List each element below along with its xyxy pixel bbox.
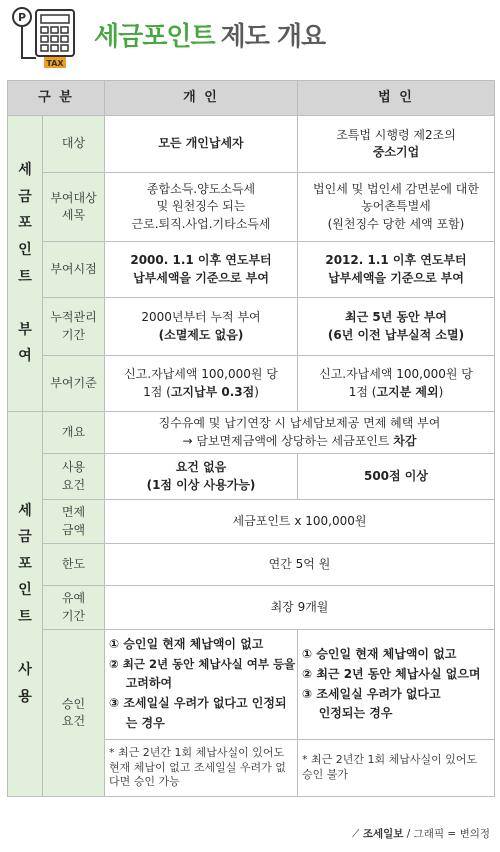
table-row [8, 586, 495, 630]
col-header-category: 구 분 [8, 81, 105, 116]
row-label-target: 대상 [43, 116, 105, 173]
section-label-use: 세 금 포 인 트 사 용 [8, 412, 43, 797]
list-item: ② 최근 2년 동안 체납사실 없으며 [302, 666, 481, 681]
cell-personal-grant-time: 2000. 1.1 이후 연도부터 납부세액을 기준으로 부여 [105, 242, 298, 298]
list-item: 인정되는 경우 [302, 706, 393, 721]
footer-credit [352, 826, 490, 841]
table-row [8, 242, 495, 298]
row-label-cumulative: 누적관리 기간 [43, 298, 105, 356]
col-header-corporate: 법 인 [298, 81, 495, 116]
row-label-grant-time: 부여시점 [43, 242, 105, 298]
table-row [8, 454, 495, 500]
cell-personal-use-req: 요건 없음 (1점 이상 사용가능) [105, 454, 298, 500]
section-label-grant: 세 금 포 인 트 부 여 [8, 116, 43, 412]
row-label-tax-items: 부여대상 세목 [43, 173, 105, 242]
list-item: ① 승인일 현재 체납액이 없고 [109, 637, 264, 652]
table-header-row [8, 81, 495, 116]
table-row [8, 173, 495, 242]
arrow-mark-icon: ⟋ [352, 828, 360, 840]
row-label-exempt-amount: 면제 금액 [43, 500, 105, 544]
cell-corp-target: 조특법 시행령 제2조의 중소기업 [298, 116, 495, 173]
overview-table [7, 80, 495, 797]
cell-personal-approval-note: * 최근 2년간 1회 체납사실이 있어도 현재 체납이 없고 조세일실 우려가 없다면 승인 가능 [105, 740, 298, 797]
list-item: ① 승인일 현재 체납액이 없고 [302, 646, 457, 661]
list-item: ③ 조세일실 우려가 없다고 [302, 686, 441, 701]
row-label-overview: 개요 [43, 412, 105, 454]
table-row [8, 116, 495, 173]
list-item: ③ 조세일실 우려가 없다고 인정되 [109, 695, 287, 710]
cell-personal-approval [105, 630, 298, 740]
cell-corp-tax-items: 법인세 및 법인세 감면분에 대한 농어촌특별세 (원천징수 당한 세액 포함) [298, 173, 495, 242]
cell-overview: 징수유예 및 납기연장 시 납세담보제공 면제 혜택 부여 → 담보면제금액에 상당하는 세금포인트 차감 [105, 412, 495, 454]
page-title [94, 16, 325, 53]
col-header-personal: 개 인 [105, 81, 298, 116]
row-label-grace: 유예 기간 [43, 586, 105, 630]
title-gray: 제도 개요 [220, 22, 326, 52]
table-row [8, 500, 495, 544]
row-label-limit: 한도 [43, 544, 105, 586]
row-label-use-req: 사용 요건 [43, 454, 105, 500]
table-row [8, 630, 495, 740]
cell-personal-tax-items: 종합소득.양도소득세 및 원천징수 되는 근로.퇴직.사업.기타소득세 [105, 173, 298, 242]
row-label-criteria: 부여기준 [43, 356, 105, 412]
logo-coin-letter: P [17, 11, 27, 24]
list-item: 는 경우 [109, 715, 165, 730]
cell-corp-cumulative: 최근 5년 동안 부여 (6년 이전 납부실적 소멸) [298, 298, 495, 356]
cell-corp-grant-time: 2012. 1.1 이후 연도부터 납부세액을 기준으로 부여 [298, 242, 495, 298]
list-item: 고려하여 [109, 676, 173, 691]
footer-brand: 조세일보 [362, 828, 404, 840]
table-row [8, 298, 495, 356]
footer-credit-text: / 그래픽 = 변의정 [403, 828, 490, 840]
logo-tax-tag: TAX [46, 59, 64, 68]
cell-personal-cumulative: 2000년부터 누적 부여 (소멸제도 없음) [105, 298, 298, 356]
table-row [8, 544, 495, 586]
cell-personal-target: 모든 개인납세자 [105, 116, 298, 173]
cell-exempt-amount: 세금포인트 x 100,000원 [105, 500, 495, 544]
header [0, 0, 500, 78]
table-row [8, 356, 495, 412]
cell-grace: 최장 9개월 [105, 586, 495, 630]
title-green: 세금포인트 [94, 22, 215, 52]
cell-limit: 연간 5억 원 [105, 544, 495, 586]
cell-corp-use-req: 500점 이상 [298, 454, 495, 500]
cell-corp-approval-note: * 최근 2년간 1회 체납사실이 있어도 승인 불가 [298, 740, 495, 797]
row-label-approval: 승인 요건 [43, 630, 105, 797]
cell-corp-criteria: 신고.자납세액 100,000원 당 1점 (고지분 제외) [298, 356, 495, 412]
table-row [8, 412, 495, 454]
list-item: ② 최근 2년 동안 체납사실 여부 등을 [109, 657, 296, 672]
cell-corp-approval [298, 630, 495, 740]
cell-personal-criteria: 신고.자납세액 100,000원 당 1점 (고지납부 0.3점) [105, 356, 298, 412]
tax-calculator-icon [10, 6, 80, 74]
